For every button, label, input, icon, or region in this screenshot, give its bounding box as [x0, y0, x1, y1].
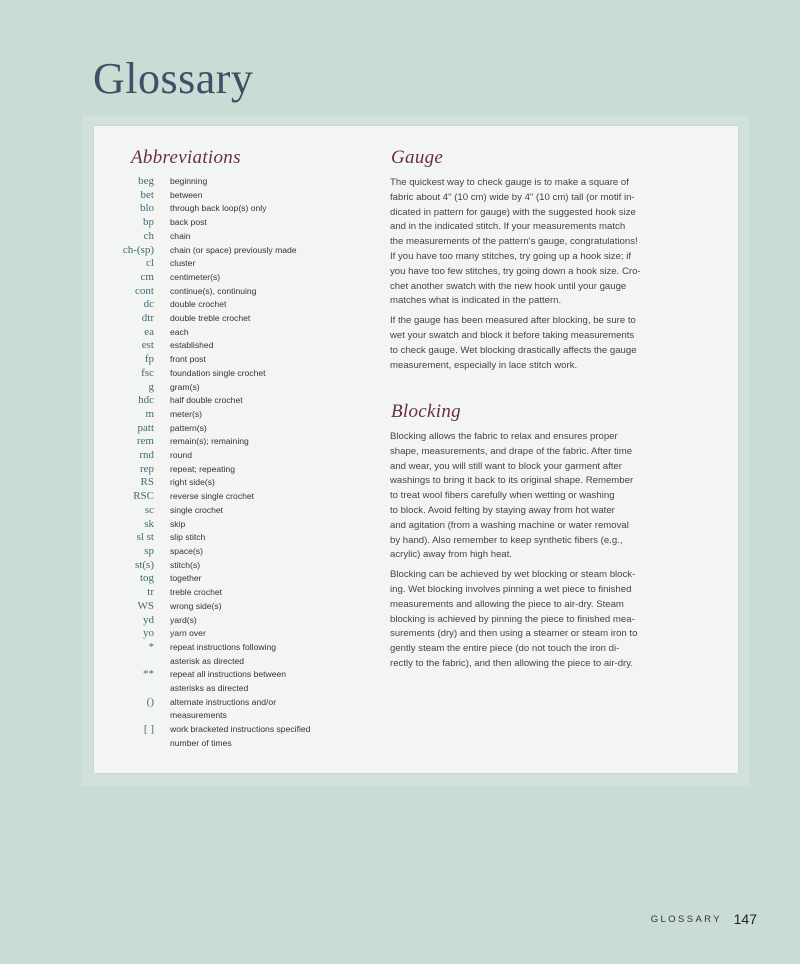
- abbreviation-term: beg: [138, 175, 154, 187]
- abbreviation-definition: chain (or space) previously made: [170, 244, 297, 255]
- abbreviation-row: [103, 696, 363, 723]
- gauge-paragraph: The quickest way to check gauge is to make a square of fabric about 4" (10 cm) wide by 4" (10 cm) tall (or motif in- dicated in pattern for gauge) with the suggested hook size and in the indicated stitch. If your measurements match the measurements of the pattern's gauge, congratulations! If you have too many stitches, try going up a hook size; if you have too few stitches, try going down a hook size. Cro- chet another swatch with the new hook until your gauge matches what is indicated in the pattern.: [390, 177, 641, 307]
- abbreviation-definition: foundation single crochet: [170, 367, 266, 378]
- abbreviation-row: [103, 216, 363, 230]
- abbreviations-heading: Abbreviations: [131, 147, 241, 168]
- abbreviation-term: **: [143, 668, 154, 681]
- abbreviation-term: fsc: [141, 366, 154, 379]
- abbreviation-term: ea: [144, 325, 154, 338]
- abbreviation-row: [103, 381, 363, 395]
- abbreviation-row: [103, 244, 363, 258]
- abbreviation-definition: gram(s): [170, 381, 200, 392]
- abbreviation-row: [103, 312, 363, 326]
- abbreviation-definition: work bracketed instructions specified number of times: [170, 724, 311, 748]
- abbreviation-definition: round: [170, 450, 192, 461]
- abbreviation-definition: reverse single crochet: [170, 491, 255, 502]
- abbreviation-row: [103, 408, 363, 422]
- abbreviation-term: RS: [140, 476, 154, 489]
- abbreviation-term: (): [146, 695, 154, 708]
- blocking-body: [390, 430, 698, 677]
- abbreviation-term: cont: [135, 284, 154, 297]
- abbreviation-definition: alternate instructions and/or measurements: [170, 696, 277, 721]
- abbreviation-term: tr: [147, 586, 154, 599]
- abbreviation-row: [103, 723, 363, 750]
- abbreviation-definition: through back loop(s) only: [170, 203, 267, 214]
- abbreviation-row: [103, 339, 363, 353]
- abbreviation-definition: repeat all instructions between asterisks as directed: [170, 669, 287, 694]
- abbreviation-row: [103, 504, 363, 518]
- gauge-body: [390, 176, 698, 378]
- abbreviation-definition: half double crochet: [170, 395, 243, 406]
- abbreviation-definition: right side(s): [170, 477, 215, 488]
- abbreviation-row: [103, 545, 363, 559]
- abbreviation-term: hdc: [138, 394, 154, 407]
- abbreviation-term: yo: [143, 627, 154, 640]
- abbreviation-row: [103, 353, 363, 367]
- abbreviation-row: [103, 230, 363, 244]
- abbreviation-definition: repeat instructions following asterisk as directed: [170, 641, 277, 666]
- abbreviation-definition: chain: [170, 230, 191, 241]
- abbreviation-row: [103, 476, 363, 490]
- abbreviation-term: tog: [139, 572, 154, 585]
- abbreviation-definition: between: [170, 189, 203, 200]
- abbreviation-definition: centimeter(s): [170, 271, 221, 282]
- abbreviation-definition: each: [170, 326, 189, 337]
- abbreviation-definition: single crochet: [170, 504, 224, 515]
- abbreviation-term: g: [148, 380, 154, 393]
- abbreviation-row: [103, 449, 363, 463]
- gauge-heading: Gauge: [391, 147, 444, 168]
- abbreviation-term: dc: [143, 298, 154, 311]
- abbreviation-definition: meter(s): [170, 408, 202, 419]
- abbreviation-definition: double crochet: [170, 299, 227, 310]
- abbreviation-definition: front post: [170, 354, 206, 365]
- abbreviation-term: yd: [143, 613, 154, 626]
- abbreviation-definition: space(s): [170, 545, 203, 556]
- page-title: Glossary: [93, 54, 254, 103]
- abbreviation-definition: continue(s), continuing: [170, 285, 257, 296]
- abbreviation-term: ch: [143, 229, 154, 242]
- abbreviation-row: [103, 394, 363, 408]
- abbreviation-row: [103, 326, 363, 340]
- abbreviation-term: sl st: [136, 531, 154, 544]
- abbreviation-row: [103, 175, 363, 189]
- footer-section-label: GLOSSARY: [650, 914, 722, 925]
- abbreviation-term: patt: [137, 421, 154, 434]
- blocking-paragraph: Blocking can be achieved by wet blocking or steam block- ing. Wet blocking involves pinning a wet piece to finished measurements and allowing the piece to air-dry. Steam blocking is achieved by pinning the piece to finished mea- surements (dry) and then using a steamer or steam iron to gently steam the entire piece (do not touch the iron di- rectly to the fabric), and then allowing the piece to air-dry.: [390, 569, 638, 669]
- abbreviation-term: sc: [144, 503, 154, 516]
- abbreviation-row: [103, 298, 363, 312]
- abbreviation-term: bet: [140, 188, 154, 201]
- abbreviation-definition: skip: [170, 518, 186, 529]
- abbreviation-term: rep: [139, 462, 154, 475]
- abbreviation-row: [103, 641, 363, 668]
- blocking-heading: Blocking: [391, 401, 461, 422]
- abbreviation-definition: pattern(s): [170, 422, 207, 433]
- abbreviation-definition: cluster: [170, 258, 196, 269]
- abbreviation-definition: together: [170, 573, 202, 584]
- abbreviation-term: rem: [136, 435, 154, 448]
- abbreviation-term: st(s): [135, 558, 154, 571]
- abbreviation-definition: stitch(s): [170, 559, 201, 570]
- abbreviation-row: [103, 627, 363, 641]
- abbreviation-definition: treble crochet: [170, 587, 223, 598]
- abbreviation-term: fp: [144, 353, 154, 366]
- abbreviation-term: est: [141, 339, 154, 352]
- abbreviation-row: [103, 600, 363, 614]
- abbreviation-term: sk: [144, 517, 154, 530]
- abbreviation-term: cl: [146, 257, 154, 270]
- page-number: 147: [733, 911, 757, 927]
- abbreviation-row: [103, 422, 363, 436]
- abbreviation-row: [103, 614, 363, 628]
- abbreviation-definition: established: [170, 340, 214, 351]
- abbreviation-term: rnd: [139, 449, 154, 462]
- abbreviation-row: [103, 490, 363, 504]
- abbreviation-list: [103, 175, 363, 751]
- abbreviation-term: cm: [140, 270, 154, 283]
- abbreviation-definition: double treble crochet: [170, 313, 251, 324]
- abbreviation-row: [103, 572, 363, 586]
- abbreviation-definition: back post: [170, 217, 207, 228]
- abbreviation-term: [ ]: [143, 723, 154, 736]
- abbreviation-term: WS: [137, 599, 154, 612]
- abbreviation-row: [103, 463, 363, 477]
- abbreviation-row: [103, 202, 363, 216]
- gauge-paragraph: If the gauge has been measured after blocking, be sure to wet your swatch and block it before taking measurements to check gauge. Wet blocking drastically affects the gauge measurement, especially in lace stitch work.: [390, 315, 637, 371]
- abbreviation-row: [103, 271, 363, 285]
- abbreviation-row: [103, 531, 363, 545]
- blocking-paragraph: Blocking allows the fabric to relax and ensures proper shape, measurements, and drape of the fabric. After time and wear, you will still want to block your garment after washings to bring it back to its original shape. Remember to treat wool fibers carefully when wetting or washing to block. Avoid felting by staying away from hot water and agitation (from a washing machine or water removal by hand). Also remember to keep synthetic fibers (e.g., acrylic) away from high heat.: [390, 431, 634, 561]
- abbreviation-definition: wrong side(s): [170, 600, 222, 611]
- abbreviation-row: [103, 586, 363, 600]
- abbreviation-row: [103, 189, 363, 203]
- abbreviation-definition: yard(s): [170, 614, 197, 625]
- abbreviation-row: [103, 285, 363, 299]
- abbreviation-term: blo: [139, 202, 154, 215]
- abbreviation-row: [103, 257, 363, 271]
- abbreviation-row: [103, 518, 363, 532]
- abbreviation-definition: remain(s); remaining: [170, 436, 249, 447]
- abbreviation-term: sp: [144, 544, 154, 557]
- abbreviation-definition: yarn over: [170, 628, 206, 639]
- abbreviation-term: m: [145, 407, 154, 420]
- abbreviation-term: bp: [143, 216, 154, 229]
- abbreviation-row: [103, 559, 363, 573]
- abbreviation-term: *: [148, 640, 154, 653]
- abbreviation-term: dtr: [141, 312, 154, 325]
- abbreviation-row: [103, 668, 363, 695]
- abbreviation-row: [103, 367, 363, 381]
- abbreviation-definition: beginning: [170, 176, 208, 186]
- abbreviation-term: ch-(sp): [122, 243, 154, 256]
- abbreviation-term: RSC: [133, 490, 154, 503]
- abbreviation-row: [103, 435, 363, 449]
- abbreviation-definition: slip stitch: [170, 532, 206, 543]
- abbreviation-definition: repeat; repeating: [170, 463, 235, 474]
